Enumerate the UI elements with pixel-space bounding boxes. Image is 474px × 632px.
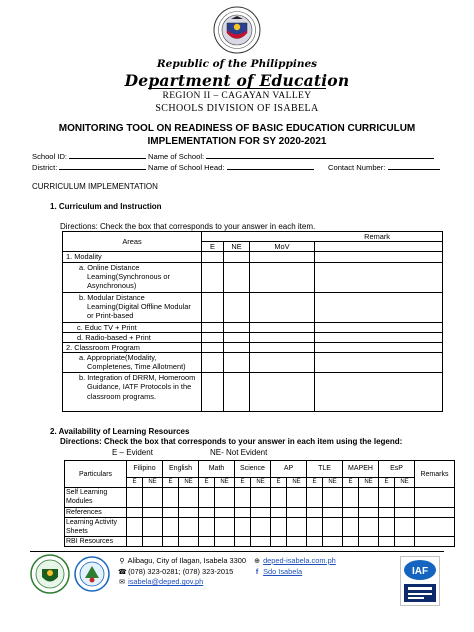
mov-cell[interactable] (250, 262, 315, 292)
footer-phone-row (118, 567, 246, 578)
phone-icon: ☎ (118, 568, 127, 576)
sub-header-ne: NE (287, 478, 307, 488)
check-cell[interactable] (359, 507, 379, 517)
check-cell[interactable] (307, 507, 323, 517)
check-cell[interactable] (251, 507, 271, 517)
check-cell[interactable] (359, 517, 379, 536)
sub-header-e: E (235, 478, 251, 488)
check-cell[interactable] (202, 292, 224, 322)
directions1-text: Directions: Check the box that corresponds to your answer in each item. (60, 222, 316, 231)
division-heading: SCHOOLS DIVISION OF ISABELA (155, 103, 319, 114)
col-header-ne: NE (224, 242, 250, 252)
check-cell[interactable] (202, 353, 224, 373)
col-header-subject: AP (271, 461, 307, 478)
check-cell[interactable] (179, 517, 199, 536)
row-label: References (65, 507, 127, 517)
mov-cell[interactable] (250, 343, 315, 353)
remark-cell[interactable] (315, 262, 443, 292)
row-label: b. Integration of DRRM, Homeroom Guidance, IATF Protocols in the classroom programs. (63, 373, 202, 412)
check-cell[interactable] (343, 507, 359, 517)
remark-cell[interactable] (315, 252, 443, 262)
check-cell[interactable] (251, 537, 271, 547)
check-cell[interactable] (127, 488, 143, 507)
check-cell[interactable] (199, 507, 215, 517)
sub-header-ne: NE (395, 478, 415, 488)
sub-header-e: E (271, 478, 287, 488)
check-cell[interactable] (359, 537, 379, 547)
row-label: b. Modular Distance Learning(Digital Offline Modular or Print-based (63, 292, 202, 322)
check-cell[interactable] (163, 488, 179, 507)
check-cell[interactable] (323, 507, 343, 517)
row-label: c. Educ TV + Print (63, 322, 202, 332)
check-cell[interactable] (143, 537, 163, 547)
globe-icon: ⊕ (254, 558, 260, 565)
district-field[interactable] (59, 162, 146, 170)
footer-phone: (078) 323-0281; (078) 323-2015 (128, 566, 234, 576)
check-cell[interactable] (379, 488, 395, 507)
col-header-subject: Math (199, 461, 235, 478)
col-header-subject: Science (235, 461, 271, 478)
col-header-e: E (202, 242, 224, 252)
check-cell[interactable] (395, 488, 415, 507)
check-cell[interactable] (251, 517, 271, 536)
check-cell[interactable] (179, 537, 199, 547)
iaf-certification-logo (400, 556, 440, 606)
check-cell[interactable] (179, 488, 199, 507)
section-heading: CURRICULUM IMPLEMENTATION (32, 182, 158, 191)
col-header-subject: EsP (379, 461, 415, 478)
check-cell[interactable] (395, 517, 415, 536)
table-row (63, 252, 443, 262)
check-cell[interactable] (323, 488, 343, 507)
row-label: a. Appropriate(Modality, Completenes, Time Allotment) (63, 353, 202, 373)
check-cell[interactable] (202, 343, 224, 353)
footer-email-row (118, 577, 246, 588)
item2-heading: 2. Availability of Learning Resources (50, 427, 190, 436)
school-name-row (148, 151, 434, 161)
document-title-line2: IMPLEMENTATION FOR SY 2020-2021 (147, 136, 327, 147)
item1-heading: 1. Curriculum and Instruction (50, 202, 162, 211)
check-cell[interactable] (307, 517, 323, 536)
check-cell[interactable] (143, 517, 163, 536)
check-cell[interactable] (215, 517, 235, 536)
table-row (63, 332, 443, 342)
row-label: 1. Modality (63, 252, 202, 262)
check-cell[interactable] (343, 517, 359, 536)
check-cell[interactable] (307, 488, 323, 507)
school-name-label: Name of School: (148, 152, 205, 161)
row-label: Learning Activity Sheets (65, 517, 127, 536)
school-id-field[interactable] (69, 151, 146, 159)
col-header-mov: MoV (250, 242, 315, 252)
check-cell[interactable] (287, 507, 307, 517)
table-row (63, 373, 443, 412)
document-title-line1: MONITORING TOOL ON READINESS OF BASIC EDUCATION CURRICULUM (58, 123, 416, 134)
mov-cell[interactable] (250, 353, 315, 373)
check-cell[interactable] (224, 343, 250, 353)
check-cell[interactable] (287, 517, 307, 536)
contact-label: Contact Number: (328, 163, 386, 172)
table-row (63, 292, 443, 322)
check-cell[interactable] (343, 537, 359, 547)
table-row (65, 517, 455, 536)
learning-resources-table (64, 460, 455, 547)
footer-contact-block (118, 556, 246, 588)
check-cell[interactable] (215, 537, 235, 547)
check-cell[interactable] (379, 517, 395, 536)
mov-cell[interactable] (250, 373, 315, 412)
footer-divider (30, 551, 444, 552)
col-header-areas: Areas (63, 232, 202, 252)
check-cell[interactable] (379, 537, 395, 547)
sub-header-e: E (127, 478, 143, 488)
check-cell[interactable] (163, 507, 179, 517)
check-cell[interactable] (127, 507, 143, 517)
table-row (65, 507, 455, 517)
check-cell[interactable] (224, 252, 250, 262)
sub-header-ne: NE (323, 478, 343, 488)
row-label: 2. Classroom Program (63, 343, 202, 353)
deped-seal-icon (30, 554, 70, 594)
check-cell[interactable] (202, 252, 224, 262)
check-cell[interactable] (215, 507, 235, 517)
email-icon: ✉ (119, 579, 125, 587)
check-cell[interactable] (224, 373, 250, 412)
sub-header-ne: NE (143, 478, 163, 488)
mov-cell[interactable] (250, 252, 315, 262)
contact-row (328, 162, 440, 172)
check-cell[interactable] (271, 488, 287, 507)
check-cell[interactable] (224, 262, 250, 292)
mov-cell[interactable] (250, 332, 315, 342)
check-cell[interactable] (127, 537, 143, 547)
sub-header-e: E (343, 478, 359, 488)
footer-website-link[interactable]: deped-isabela.com.ph (263, 556, 336, 565)
school-head-label: Name of School Head: (148, 163, 225, 172)
row-label: a. Online Distance Learning(Synchronous or Asynchronous) (63, 262, 202, 292)
facebook-icon: f (255, 568, 259, 576)
sub-header-e: E (307, 478, 323, 488)
check-cell[interactable] (235, 517, 251, 536)
table-row (65, 488, 455, 507)
remark-cell[interactable] (315, 353, 443, 373)
sub-header-e: E (163, 478, 179, 488)
check-cell[interactable] (163, 537, 179, 547)
col-header-subject: TLE (307, 461, 343, 478)
iaf-logo-text: IAF (411, 566, 429, 577)
school-head-field[interactable] (227, 162, 314, 170)
table-row (63, 343, 443, 353)
check-cell[interactable] (199, 488, 215, 507)
table-row (63, 322, 443, 332)
check-cell[interactable] (271, 517, 287, 536)
check-cell[interactable] (395, 507, 415, 517)
check-cell[interactable] (163, 517, 179, 536)
remark-cell[interactable] (315, 332, 443, 342)
check-cell[interactable] (143, 488, 163, 507)
check-cell[interactable] (143, 507, 163, 517)
check-cell[interactable] (199, 537, 215, 547)
remarks-cell[interactable] (415, 488, 455, 507)
row-label: d. Radio-based + Print (63, 332, 202, 342)
sub-header-ne: NE (251, 478, 271, 488)
check-cell[interactable] (127, 517, 143, 536)
check-cell[interactable] (202, 262, 224, 292)
remark-cell[interactable] (315, 373, 443, 412)
row-label: RBI Resources (65, 537, 127, 547)
footer-website-row (253, 556, 336, 567)
department-heading: Department of Education (124, 71, 350, 90)
check-cell[interactable] (323, 517, 343, 536)
remarks-cell[interactable] (415, 517, 455, 536)
footer-address: Alibagu, City of Ilagan, Isabela 3300 (127, 556, 246, 565)
check-cell[interactable] (224, 353, 250, 373)
check-cell[interactable] (395, 537, 415, 547)
footer-facebook-row (253, 567, 336, 578)
footer-email-link[interactable]: isabela@deped.gov.ph (128, 577, 204, 587)
school-head-row (148, 162, 314, 172)
check-cell[interactable] (235, 488, 251, 507)
col-header-subject: English (163, 461, 199, 478)
district-label: District: (32, 163, 58, 172)
check-cell[interactable] (287, 537, 307, 547)
check-cell[interactable] (224, 332, 250, 342)
check-cell[interactable] (379, 507, 395, 517)
check-cell[interactable] (215, 488, 235, 507)
district-row (32, 162, 146, 172)
col-header-remark-blank (315, 242, 443, 252)
table-row (65, 537, 455, 547)
col-header-subject: Filipino (127, 461, 163, 478)
table-row (63, 262, 443, 292)
remark-cell[interactable] (315, 292, 443, 322)
col-header-particulars: Particulars (65, 461, 127, 488)
remark-cell[interactable] (315, 322, 443, 332)
check-cell[interactable] (179, 507, 199, 517)
sub-header-ne: NE (359, 478, 379, 488)
deped-seal-icon (213, 6, 261, 54)
contact-field[interactable] (388, 162, 440, 170)
remarks-cell[interactable] (415, 507, 455, 517)
check-cell[interactable] (224, 292, 250, 322)
remark-cell[interactable] (315, 343, 443, 353)
check-cell[interactable] (224, 322, 250, 332)
sub-header-ne: NE (215, 478, 235, 488)
check-cell[interactable] (307, 537, 323, 547)
check-cell[interactable] (359, 488, 379, 507)
footer-address-row (118, 556, 246, 567)
check-cell[interactable] (235, 507, 251, 517)
col-header-remarks: Remarks (415, 461, 455, 488)
region-heading: REGION II – CAGAYAN VALLEY (162, 91, 312, 101)
school-name-field[interactable] (206, 151, 434, 159)
mov-cell[interactable] (250, 292, 315, 322)
republic-heading: Republic of the Philippines (156, 58, 318, 70)
footer-facebook-link[interactable]: Sdo Isabela (263, 566, 303, 576)
directions2-text: Directions: Check the box that corresponds to your answer in each item using the legend: (60, 437, 403, 446)
mov-cell[interactable] (250, 322, 315, 332)
location-pin-icon: ⚲ (119, 558, 125, 565)
col-header-subject: MAPEH (343, 461, 379, 478)
check-cell[interactable] (202, 373, 224, 412)
check-cell[interactable] (202, 332, 224, 342)
check-cell[interactable] (271, 507, 287, 517)
footer-web-block (253, 556, 336, 577)
check-cell[interactable] (199, 517, 215, 536)
row-label: Self Learning Modules (65, 488, 127, 507)
table-row (63, 353, 443, 373)
sub-header-e: E (199, 478, 215, 488)
legend-not-evident: NE- Not Evident (210, 448, 268, 457)
sub-header-ne: NE (179, 478, 199, 488)
curriculum-table (62, 231, 443, 412)
check-cell[interactable] (235, 537, 251, 547)
check-cell[interactable] (287, 488, 307, 507)
check-cell[interactable] (202, 322, 224, 332)
check-cell[interactable] (251, 488, 271, 507)
check-cell[interactable] (323, 537, 343, 547)
check-cell[interactable] (271, 537, 287, 547)
school-id-row (32, 151, 146, 161)
division-seal-icon (74, 556, 110, 592)
col-header-remark: Remark (202, 232, 443, 242)
school-id-label: School ID: (32, 152, 68, 161)
remarks-cell[interactable] (415, 537, 455, 547)
check-cell[interactable] (343, 488, 359, 507)
sub-header-e: E (379, 478, 395, 488)
legend-evident: E – Evident (112, 448, 153, 457)
header-divider (148, 88, 326, 89)
